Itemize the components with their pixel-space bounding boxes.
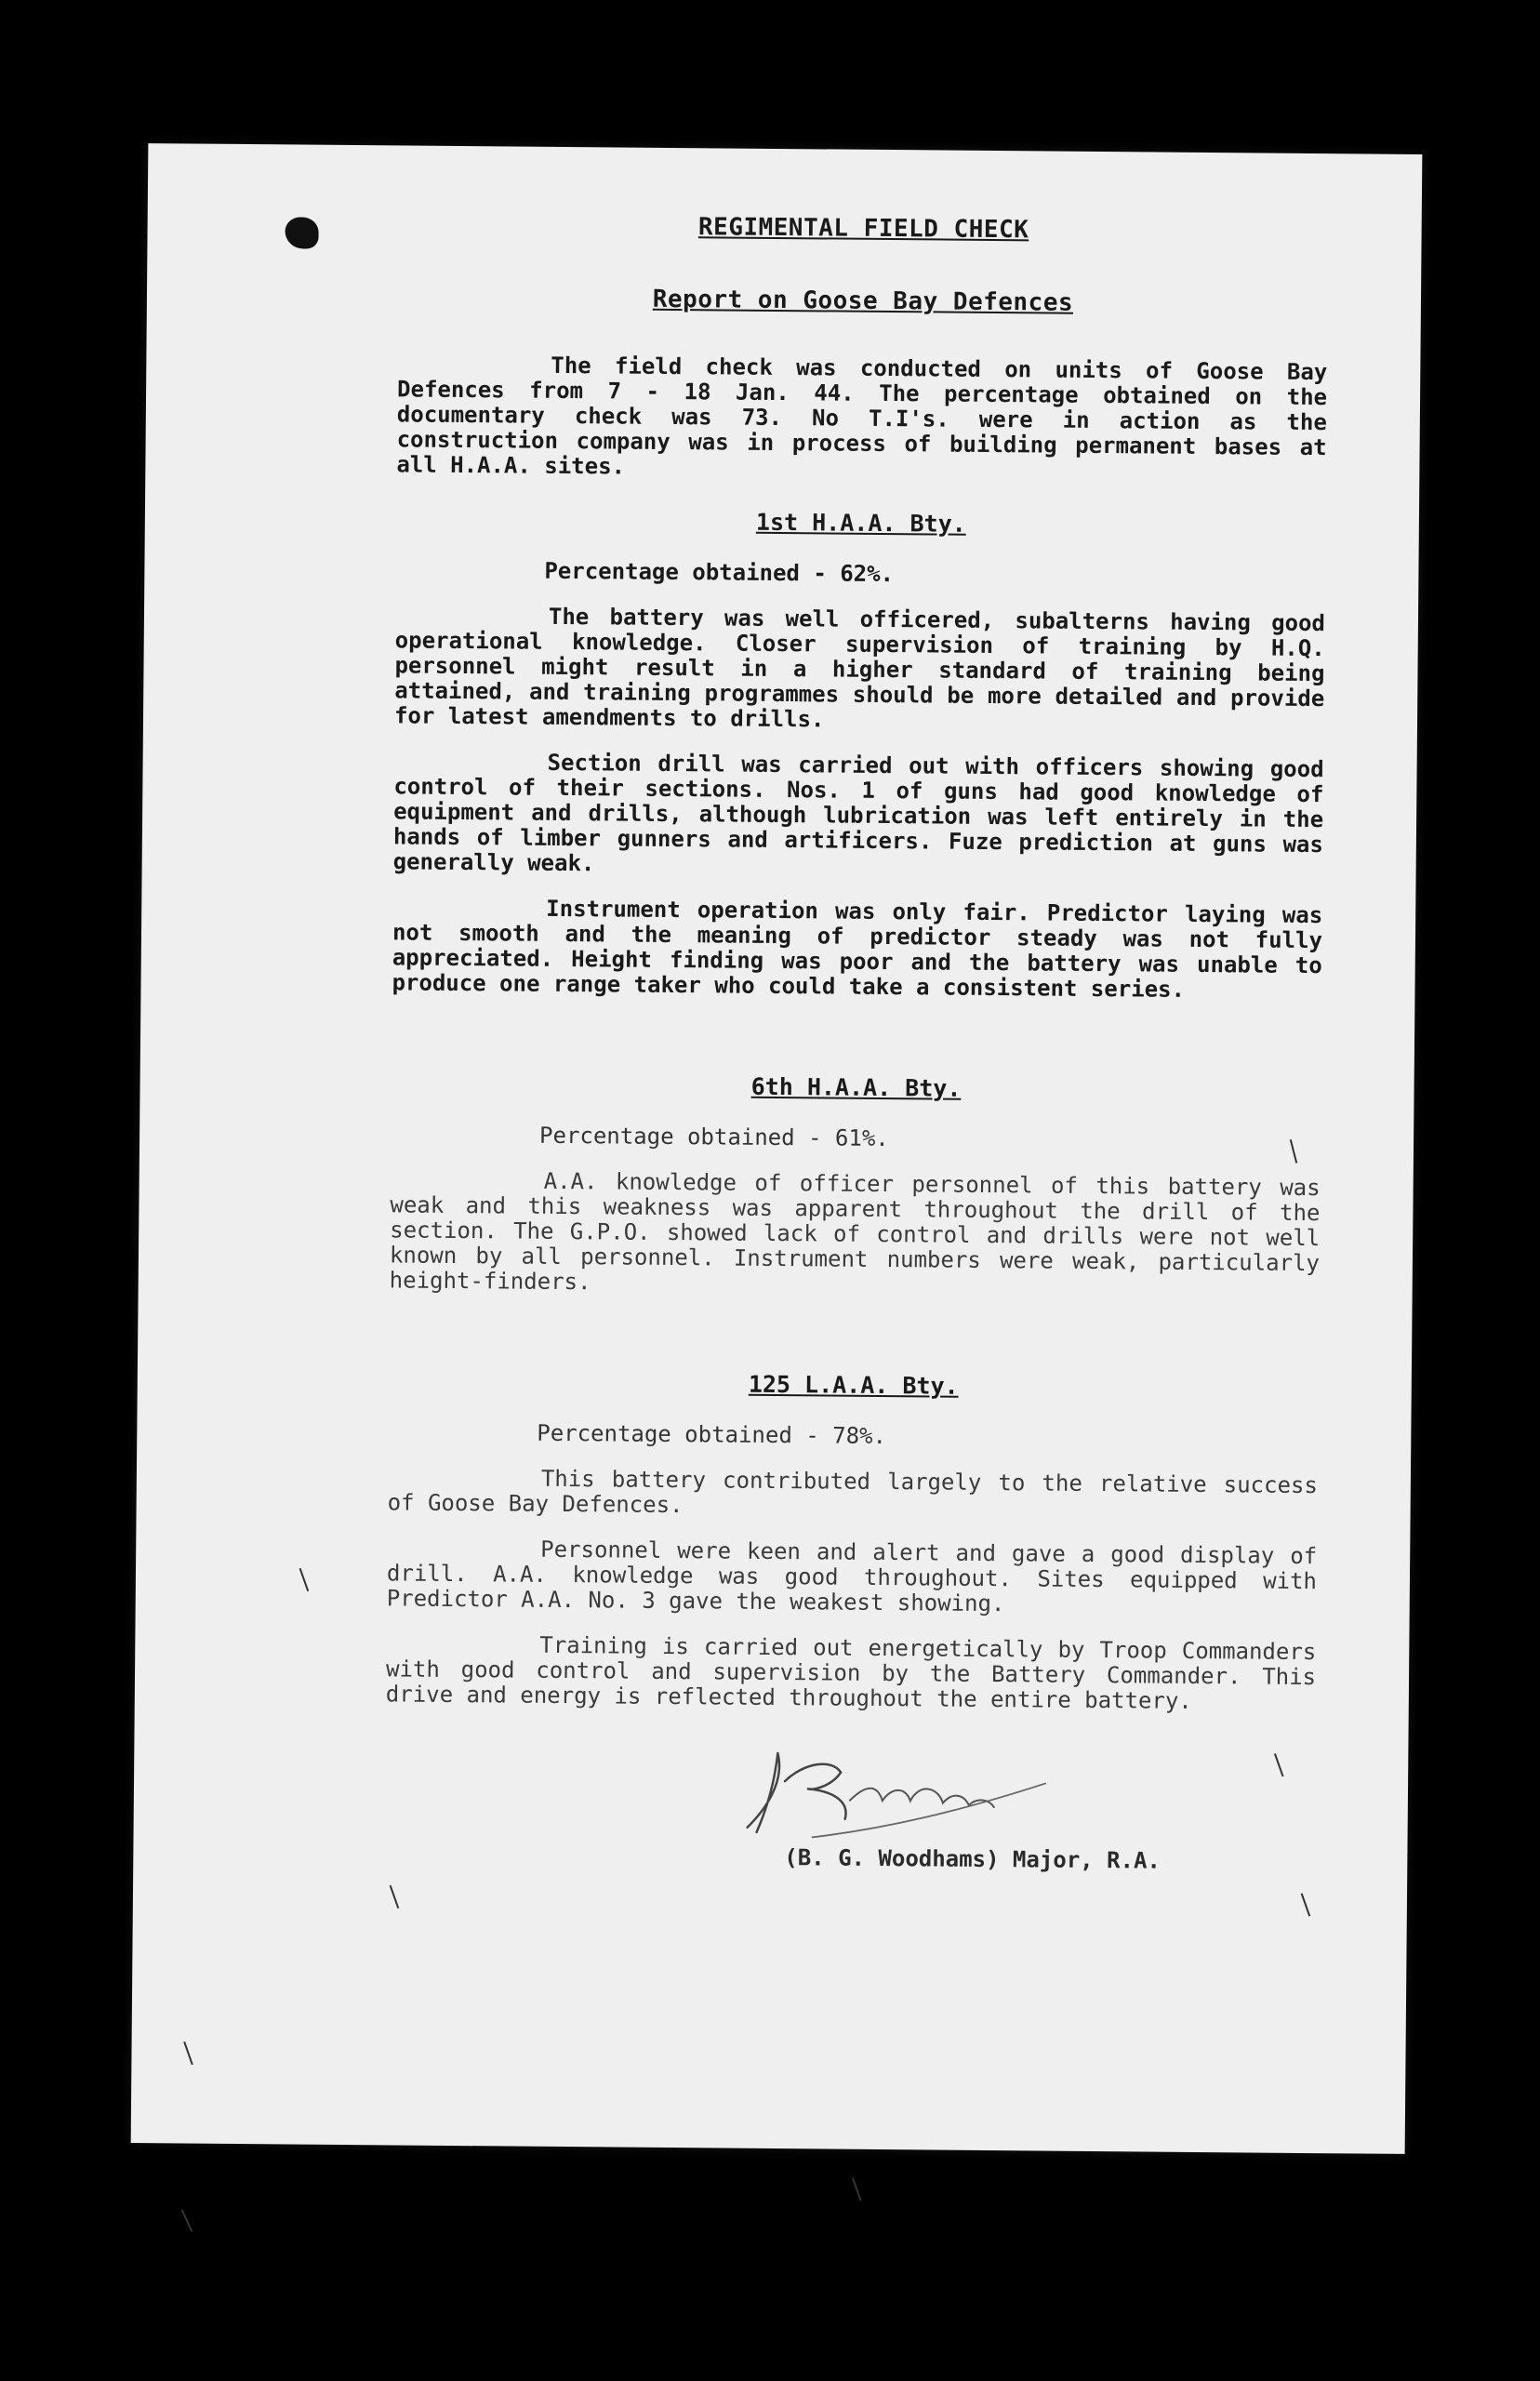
paragraph-1st-haa-2: Section drill was carried out with officers showing good control of their sections. Nos. 1 of guns had good knowledge of equipment and drills, although lubrication was left entirely in the hands of limber gunners and artificers. Fuze prediction at guns was generally weak. [392, 749, 1324, 877]
section-heading-125-laa: 125 L.A.A. Bty. [748, 1370, 959, 1400]
document-title: REGIMENTAL FIELD CHECK [697, 213, 1029, 245]
scan-mark [181, 2209, 193, 2231]
document-page [131, 143, 1423, 2154]
paragraph-125-laa-3: Training is carried out energetically by Troop Commanders with good control and supervision by the Battery Commander. This drive and energy is reflected throughout the entire battery. [385, 1631, 1317, 1714]
scan-mark [299, 1568, 310, 1591]
percentage-125-laa: Percentage obtained - 78%. [537, 1419, 887, 1450]
document-body [384, 210, 1329, 1888]
intro-paragraph: The field check was conducted on units of Goose Bay Defences from 7 - 18 Jan. 44. The percentage obtained on the documentary check was 73. No T.I's. were in action as the construction company was in process of building permanent bases at all H.A.A. sites. [396, 352, 1328, 480]
paragraph-125-laa-2: Personnel were keen and alert and gave a good display of drill. A.A. knowledge was good throughout. Sites equipped with Predictor A.A. No. 3 gave the weakest showing. [386, 1536, 1318, 1617]
scan-mark [390, 1885, 400, 1909]
scan-mark [852, 2177, 862, 2201]
scan-mark [183, 2042, 193, 2065]
paragraph-6th-haa-1: A.A. knowledge of officer personnel of this battery was weak and this weakness was apparent throughout the drill of the section. The G.P.O. showed lack of control and drills were not well known by all personnel. Instrument numbers were weak, particularly height-finders. [389, 1167, 1321, 1296]
section-heading-6th-haa: 6th H.A.A. Bty. [750, 1072, 962, 1102]
percentage-6th-haa: Percentage obtained - 61%. [538, 1122, 889, 1152]
ink-blot [285, 217, 318, 248]
percentage-1st-haa: Percentage obtained - 62%. [544, 557, 895, 588]
paragraph-1st-haa-3: Instrument operation was only fair. Predictor laying was not smooth and the meaning of predictor steady was not fully appreciated. Height finding was poor and the battery was unable to produce one range taker who could take a consistent series. [392, 895, 1323, 1003]
paragraph-1st-haa-1: The battery was well officered, subalterns having good operational knowledge. Closer supervision of training by H.Q. personnel might result in a higher standard of training being attained, and training programmes should be more detailed and provide for latest amendments to drills. [393, 603, 1326, 733]
handwritten-signature [719, 1743, 1055, 1848]
section-heading-1st-haa: 1st H.A.A. Bty. [755, 508, 966, 538]
signature-block [384, 1740, 1315, 1888]
paragraph-125-laa-1: This battery contributed largely to the relative success of Goose Bay Defences. [387, 1465, 1318, 1519]
signature-caption: (B. G. Woodhams) Major, R.A. [784, 1844, 1162, 1874]
scan-mark [1301, 1893, 1311, 1916]
document-subtitle: Report on Goose Bay Defences [652, 285, 1074, 317]
